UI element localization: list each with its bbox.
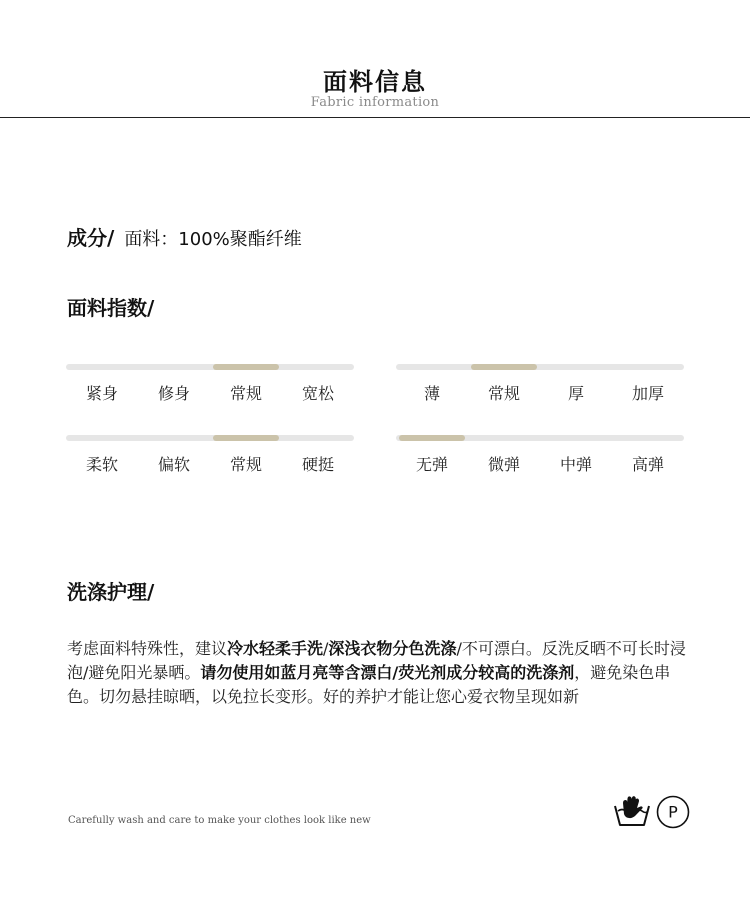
fit-scale: [66, 364, 354, 424]
elasticity-label-slight: 微弹: [487, 455, 520, 474]
thickness-label-thick: 厚: [567, 384, 584, 403]
thickness-label-extra-thick: 加厚: [631, 384, 664, 403]
softness-scale: [66, 435, 354, 495]
fit-label-tight: 紧身: [85, 384, 118, 403]
care-text-no-bleach-detergent: 请勿使用如蓝月亮等含漂白/荧光剂成分较高的洗涤剂: [200, 663, 575, 682]
softness-scale-track: [66, 435, 354, 441]
softness-scale-highlight: [213, 435, 279, 441]
composition-label: 成分/: [67, 226, 115, 250]
thickness-scale-track: [396, 364, 684, 370]
softness-label-slightly-soft: 偏软: [157, 455, 190, 474]
thickness-scale: [396, 364, 684, 424]
fit-label-loose: 宽松: [301, 384, 334, 403]
elasticity-label-none: 无弹: [415, 455, 448, 474]
care-text-cold-hand-wash: 冷水轻柔手洗: [227, 639, 324, 658]
dry-clean-p-icon: [656, 795, 690, 829]
composition-value: 面料：100%聚酯纤维: [124, 229, 302, 250]
footer-note: Carefully wash and care to make your clothes look like new: [68, 815, 371, 826]
care-text-4: ，避免染色串色。切勿悬挂晾晒，以免拉长变形。好的养护才能让您心爱衣物呈现如新: [67, 663, 671, 706]
fit-scale-track: [66, 364, 354, 370]
care-title: 洗涤护理/: [67, 580, 155, 604]
fit-label-slim: 修身: [157, 384, 190, 403]
thickness-label-regular: 常规: [487, 384, 520, 403]
elasticity-label-medium: 中弹: [559, 455, 592, 474]
fabric-index-title: 面料指数/: [67, 296, 155, 320]
care-instructions: [67, 637, 697, 709]
fit-scale-highlight: [213, 364, 279, 370]
thickness-label-thin: 薄: [423, 384, 440, 403]
thickness-scale-highlight: [471, 364, 537, 370]
page-subtitle: Fabric information: [310, 95, 440, 110]
care-text-2: /: [323, 639, 329, 658]
hand-wash-icon: [613, 794, 651, 828]
softness-label-stiff: 硬挺: [301, 455, 334, 474]
p-symbol: P: [668, 802, 678, 822]
softness-label-soft: 柔软: [85, 455, 118, 474]
softness-label-regular: 常规: [229, 455, 262, 474]
care-text-3: /不可漂白。反洗反晒不可长时浸泡/避免阳光暴晒。: [67, 639, 686, 682]
elasticity-label-high: 高弹: [631, 455, 664, 474]
composition-row: [67, 222, 302, 251]
page-title: 面料信息: [323, 68, 427, 96]
care-text-separate-colors: 深浅衣物分色洗涤: [328, 639, 457, 658]
fit-label-regular: 常规: [229, 384, 262, 403]
elasticity-scale-highlight: [399, 435, 465, 441]
header-divider: [0, 117, 750, 118]
elasticity-scale: [396, 435, 684, 495]
care-text-1: 考虑面料特殊性，建议: [67, 639, 228, 658]
